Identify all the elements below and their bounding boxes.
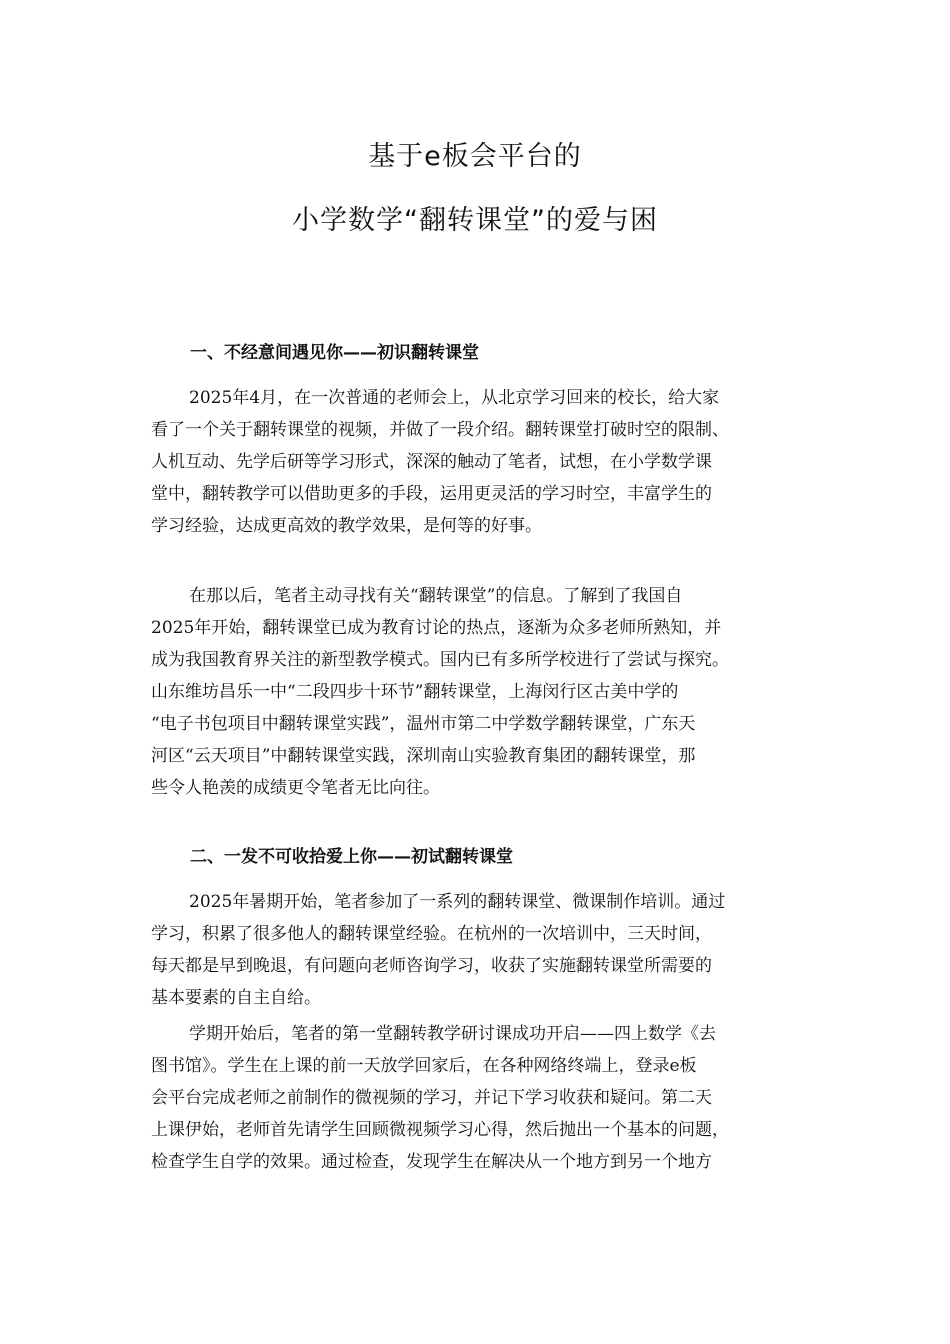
paragraph-line: 学习，积累了很多他人的翻转课堂经验。在杭州的一次培训中，三天时间， [151, 924, 712, 944]
paragraph-line: 2025年暑期开始，笔者参加了一系列的翻转课堂、微课制作培训。通过 [189, 892, 726, 912]
paragraph-line: 人机互动、先学后研等学习形式，深深的触动了笔者，试想，在小学数学课 [151, 452, 712, 472]
paragraph-line: 基本要素的自主自给。 [151, 988, 321, 1008]
paragraph-line: 在那以后，笔者主动寻找有关“翻转课堂”的信息。了解到了我国自 [189, 586, 683, 606]
document-title-line-2: 小学数学“翻转课堂”的爱与困 [292, 205, 658, 236]
paragraph-3 [151, 886, 803, 1014]
paragraph-line: 学期开始后，笔者的第一堂翻转教学研讨课成功开启——四上数学《去 [189, 1024, 716, 1044]
document-title-line-1: 基于e板会平台的 [368, 141, 582, 172]
paragraph-line: 会平台完成老师之前制作的微视频的学习，并记下学习收获和疑问。第二天 [151, 1088, 712, 1108]
paragraph-line: 学习经验，达成更高效的教学效果，是何等的好事。 [151, 516, 542, 536]
paragraph-line: 成为我国教育界关注的新型教学模式。国内已有多所学校进行了尝试与探究。 [151, 650, 729, 670]
paragraph-line: 看了一个关于翻转课堂的视频，并做了一段介绍。翻转课堂打破时空的限制、 [151, 420, 729, 440]
paragraph-line: 河区“云天项目”中翻转课堂实践，深圳南山实验教育集团的翻转课堂，那 [151, 746, 696, 766]
paragraph-line: 图书馆》。学生在上课的前一天放学回家后，在各种网络终端上，登录e板 [151, 1056, 697, 1076]
paragraph-line: 检查学生自学的效果。通过检查，发现学生在解决从一个地方到另一个地方 [151, 1152, 712, 1172]
paragraph-line: 堂中，翻转教学可以借助更多的手段，运用更灵活的学习时空，丰富学生的 [151, 484, 712, 504]
paragraph-line: 每天都是早到晚退，有问题向老师咨询学习，收获了实施翻转课堂所需要的 [151, 956, 712, 976]
paragraph-line: “电子书包项目中翻转课堂实践”，温州市第二中学数学翻转课堂，广东天 [151, 714, 696, 734]
section-heading-1: 一、不经意间遇见你——初识翻转课堂 [190, 343, 479, 363]
paragraph-line: 2025年4月，在一次普通的老师会上，从北京学习回来的校长，给大家 [189, 388, 720, 408]
paragraph-line: 上课伊始，老师首先请学生回顾微视频学习心得，然后抛出一个基本的问题， [151, 1120, 729, 1140]
paragraph-4 [151, 1018, 803, 1178]
paragraph-line: 山东维坊昌乐一中“二段四步十环节”翻转课堂，上海闵行区古美中学的 [151, 682, 679, 702]
section-heading-2: 二、一发不可收拾爱上你——初试翻转课堂 [190, 847, 513, 867]
paragraph-1 [151, 382, 803, 542]
paragraph-line: 2025年开始，翻转课堂已成为教育讨论的热点，逐渐为众多老师所熟知，并 [151, 618, 722, 638]
paragraph-2 [151, 580, 803, 804]
paragraph-line: 些令人艳羡的成绩更令笔者无比向往。 [151, 778, 440, 798]
